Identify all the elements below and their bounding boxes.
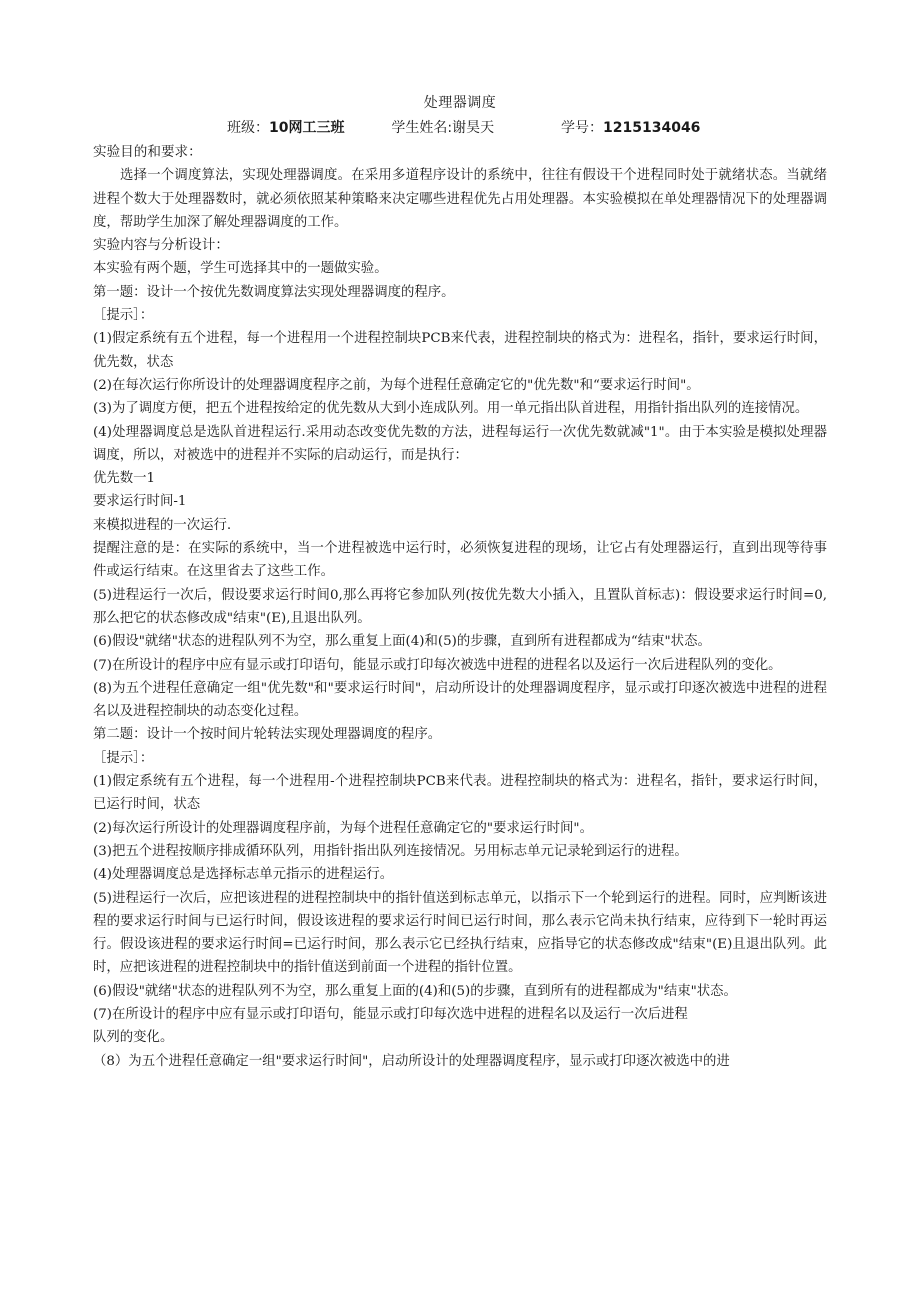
paragraph: (3)为了调度方便，把五个进程按给定的优先数从大到小连成队列。用一单元指出队首进程，用指针指出队列的连接情况。 — [93, 401, 809, 417]
paragraph: (3)把五个进程按顺序排成循环队列，用指针指出队列连接情况。另用标志单元记录轮到运行的进程。 — [93, 843, 688, 859]
paragraph: (1)假定系统有五个进程，每一个进程用-个进程控制块PCB来代表。进程控制块的格式为：进程名，指针，要求运行时间，已运行时间，状态 — [93, 774, 827, 813]
document-title: 处理器调度 — [423, 95, 497, 111]
student-info-line — [227, 117, 727, 137]
paragraph: 本实验有两个题，学生可选择其中的一题做实验。 — [93, 261, 388, 277]
paragraph: (2)在每次运行你所设计的处理器调度程序之前，为每个进程任意确定它的"优先数"和“要求运行时间"。 — [93, 377, 700, 393]
class-value: 10网工三班 — [269, 120, 345, 136]
paragraph: (6)假设"就绪"状态的进程队列不为空，那么重复上面(4)和(5)的步骤，直到所有进程都成为“结束"状态。 — [93, 634, 711, 650]
paragraph: 提醒注意的是：在实际的系统中，当一个进程被选中运行时，必须恢复进程的现场，让它占有处理器运行，直到出现等待事件或运行结束。在这里省去了这些工作。 — [93, 541, 827, 580]
paragraph: 队列的变化。 — [93, 1030, 174, 1046]
class-label: 班级： — [227, 120, 269, 136]
paragraph: (4)处理器调度总是选择标志单元指示的进程运行。 — [93, 867, 394, 883]
paragraph: 第一题：设计一个按优先数调度算法实现处理器调度的程序。 — [93, 284, 455, 300]
paragraph: (7)在所设计的程序中应有显示或打印语句，能显示或打印每次被选中进程的进程名以及运行一次后进程队列的变化。 — [93, 657, 782, 673]
paragraph: (8)为五个进程任意确定一组"优先数"和"要求运行时间"，启动所设计的处理器调度程序，显示或打印逐次被选中进程的进程名以及进程控制块的动态变化过程。 — [93, 680, 827, 720]
name-label: 学生姓名: — [391, 120, 453, 136]
paragraph: 选择一个调度算法，实现处理器调度。在采用多道程序设计的系统中，往往有假设干个进程同时处于就绪状态。当就绪进程个数大于处理器数时，就必须依照某种策略来决定哪些进程优先占用处理器。本实验模拟在单处理器情况下的处理器调度，帮助学生加深了解处理器调度的工作。 — [93, 168, 827, 230]
paragraph: ［提示］： — [93, 750, 154, 766]
paragraph: 第二题：设计一个按时间片轮转法实现处理器调度的程序。 — [93, 727, 442, 743]
paragraph: (1)假定系统有五个进程，每一个进程用一个进程控制块PCB来代表，进程控制块的格式为：进程名，指针，要求运行时间，优先数，状态 — [93, 331, 827, 370]
document-body — [93, 141, 827, 1073]
paragraph: （8）为五个进程任意确定一组"要求运行时间"，启动所设计的处理器调度程序，显示或打印逐次被选中的进 — [93, 1053, 730, 1069]
section-heading: 实验目的和要求： — [93, 144, 202, 160]
name-value: 谢昊天 — [452, 120, 495, 136]
paragraph: 要求运行时间-1 — [93, 494, 187, 510]
paragraph: (6)假设"就绪"状态的进程队列不为空，那么重复上面的(4)和(5)的步骤，直到所有的进程都成为"结束"状态。 — [93, 983, 737, 999]
paragraph: (5)进程运行一次后，应把该进程的进程控制块中的指针值送到标志单元，以指示下一个轮到运行的进程。同时，应判断该进程的要求运行时间与已运行时间，假设该进程的要求运行时间已运行时间，那么表示它尚未执行结束，应待到下一轮时再运行。假设该进程的要求运行时间=已运行时间，那么表示它已经执行结束，应指导它的状态修改成"结束"(E)且退出队列。此时，应把该进程的进程控制块中的指针值送到前面一个进程的指针位置。 — [93, 890, 827, 976]
paragraph: (2)每次运行所设计的处理器调度程序前，为每个进程任意确定它的"要求运行时间"。 — [93, 820, 593, 836]
paragraph: ［提示］： — [93, 308, 154, 324]
paragraph: (5)进程运行一次后，假设要求运行时间0,那么再将它参加队列(按优先数大小插入，且置队首标志)：假设要求运行时间=0,那么把它的状态修改成"结束"(E),且退出队列。 — [93, 587, 827, 626]
id-value: 1215134046 — [603, 120, 701, 136]
paragraph: (7)在所设计的程序中应有显示或打印语句，能显示或打印每次选中进程的进程名以及运行一次后进程 — [93, 1006, 688, 1022]
paragraph: 优先数一1 — [93, 471, 156, 487]
paragraph: 来模拟进程的一次运行. — [93, 517, 232, 533]
id-label: 学号： — [561, 120, 604, 136]
section-heading: 实验内容与分析设计： — [93, 237, 229, 254]
paragraph: (4)处理器调度总是选队首进程运行.采用动态改变优先数的方法，进程每运行一次优先数就减"1"。由于本实验是模拟处理器调度，所以，对被选中的进程并不实际的启动运行，而是执行： — [93, 424, 827, 463]
